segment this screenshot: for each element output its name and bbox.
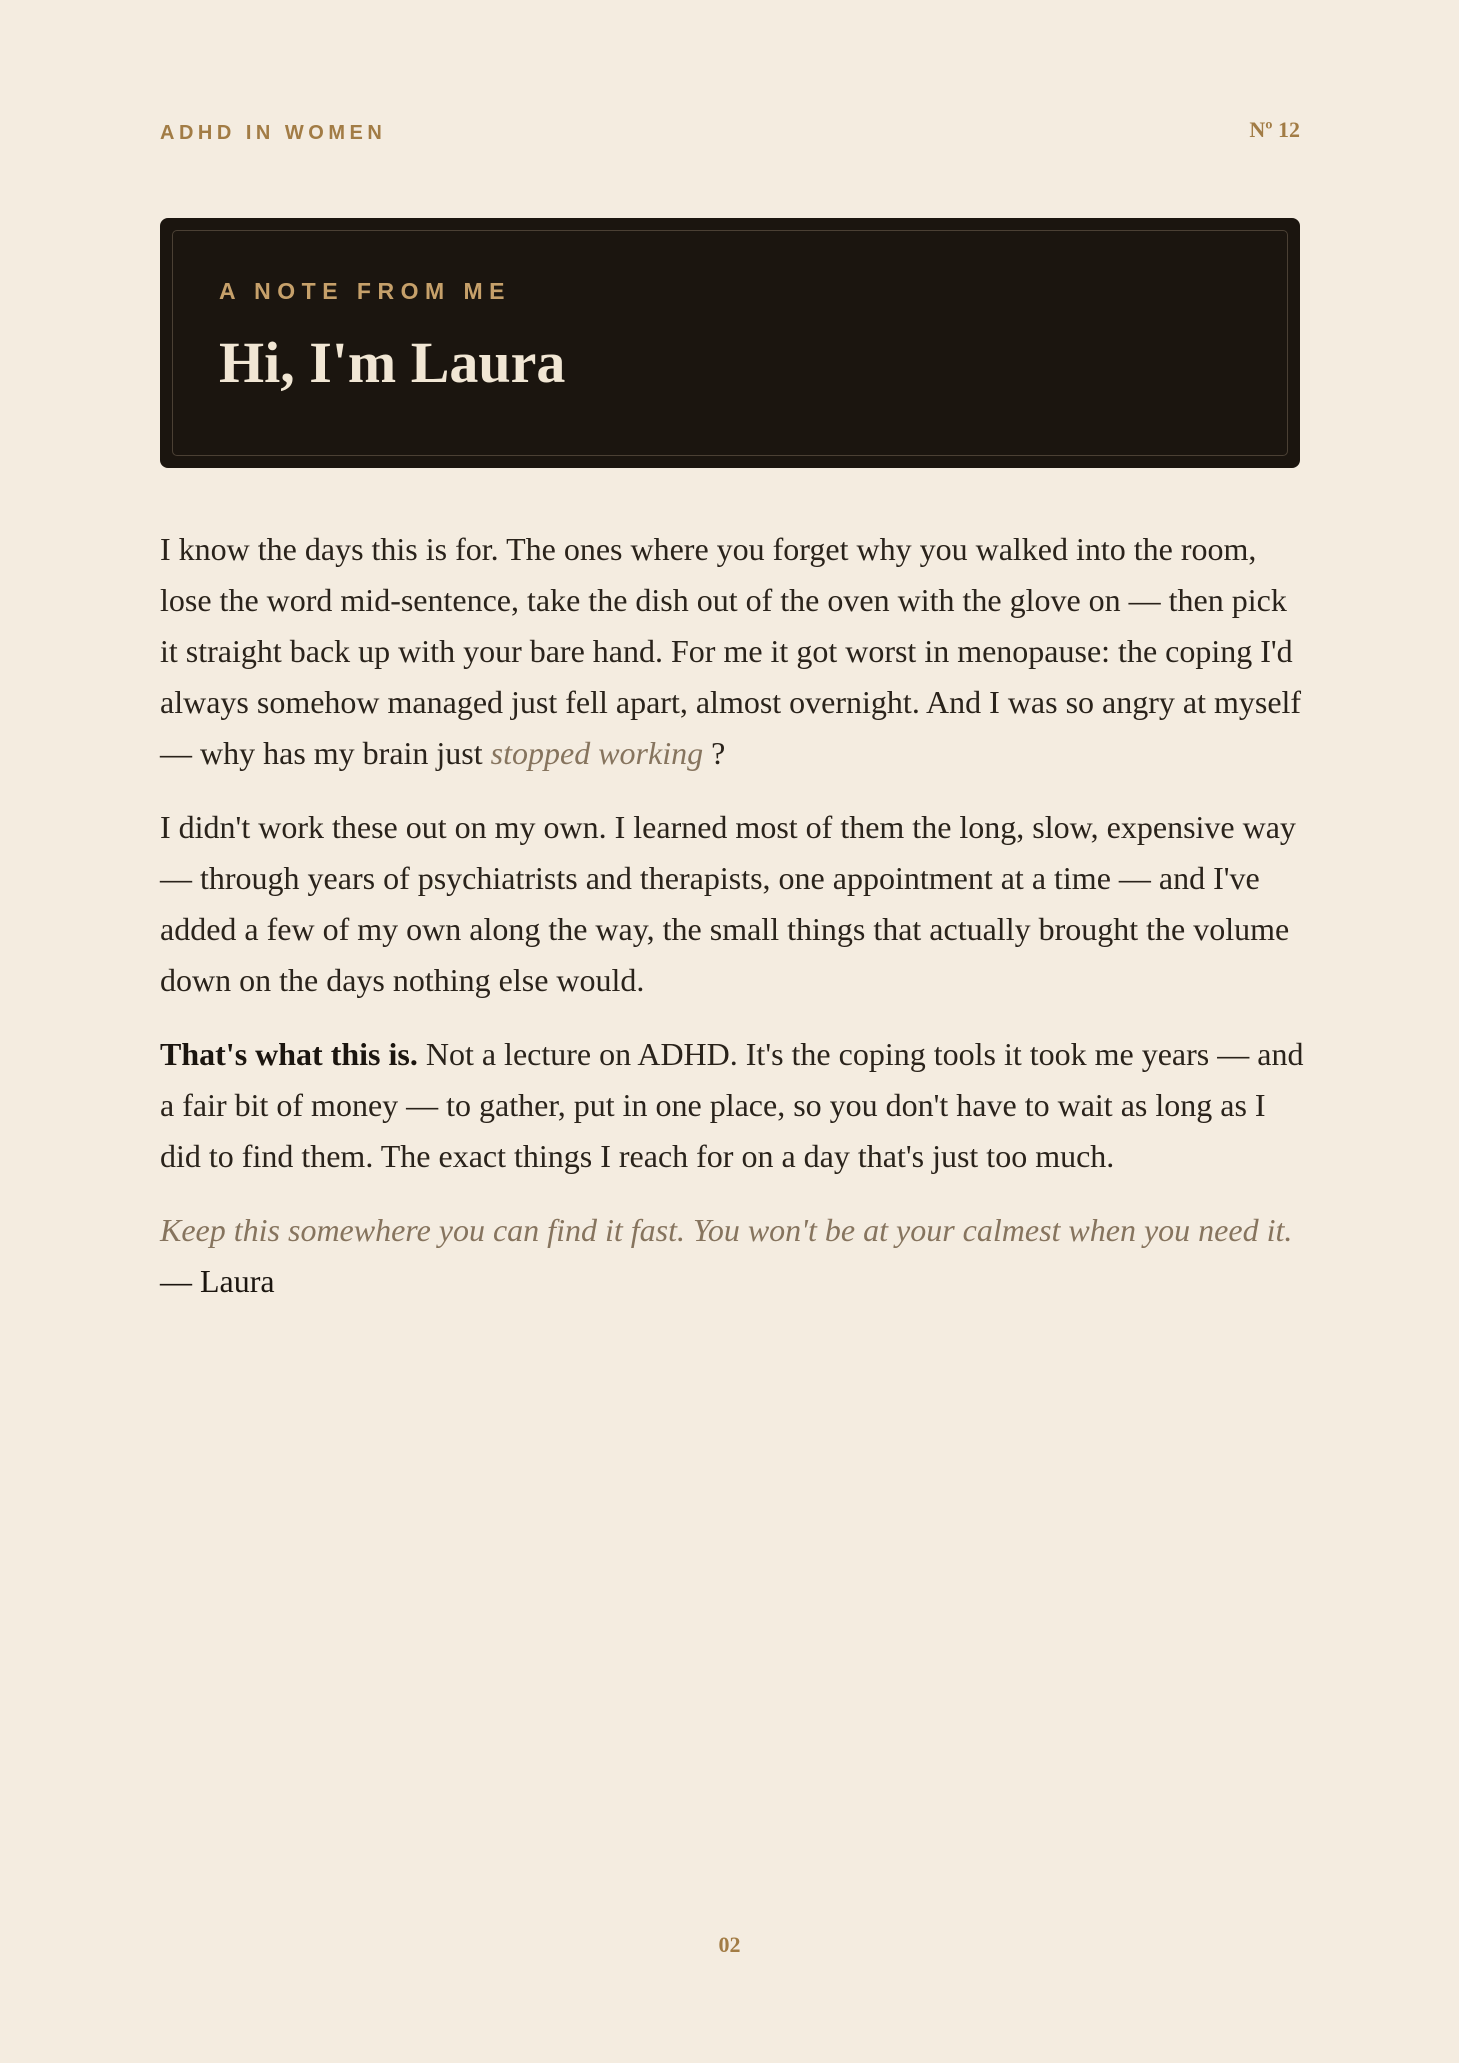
issue-number: Nº 12 xyxy=(1249,117,1300,142)
page-number: 02 xyxy=(718,1932,741,1957)
signature: — Laura xyxy=(160,1263,275,1299)
paragraph-2: I didn't work these out on my own. I learned most of them the long, slow, expensive way — through years of psychiatrists and therapists, one appointment at a time — and I've added a few of my own along the way, the small things that actually brought the volume down on the days nothing else would. xyxy=(160,809,1296,998)
section-label: ADHD IN WOMEN xyxy=(160,122,387,144)
letter-body xyxy=(160,524,1305,1330)
paragraph-3 xyxy=(160,1029,1305,1182)
paragraph-4 xyxy=(160,1205,1305,1307)
hero-card xyxy=(160,218,1300,468)
hero-eyebrow: A NOTE FROM ME xyxy=(219,278,512,304)
paragraph-1 xyxy=(160,524,1305,779)
closing-note: Keep this somewhere you can find it fast. You won't be at your calmest when you need it. xyxy=(160,1212,1293,1248)
paragraph-1-end: ? xyxy=(703,735,726,771)
paragraph-3-text: Not a lecture on ADHD. It's the coping tools it took me years — and a fair bit of money — to gather, put in one place, so you don't have to wait as long as I did to find them. The exact things I reach for on a day that's just too much. xyxy=(160,1036,1304,1174)
paragraph-1-emphasis: stopped working xyxy=(490,735,704,771)
paragraph-3-lead: That's what this is. xyxy=(160,1036,418,1072)
paragraph-1-text: I know the days this is for. The ones where you forget why you walked into the room, lose the word mid-sentence, take the dish out of the oven with the glove on — then pick it straight back up with your bare hand. For me it got worst in menopause: the coping I'd always somehow managed just fell apart, almost overnight. And I was so angry at myself — why has my brain just xyxy=(160,531,1302,771)
page-title: Hi, I'm Laura xyxy=(219,330,566,395)
